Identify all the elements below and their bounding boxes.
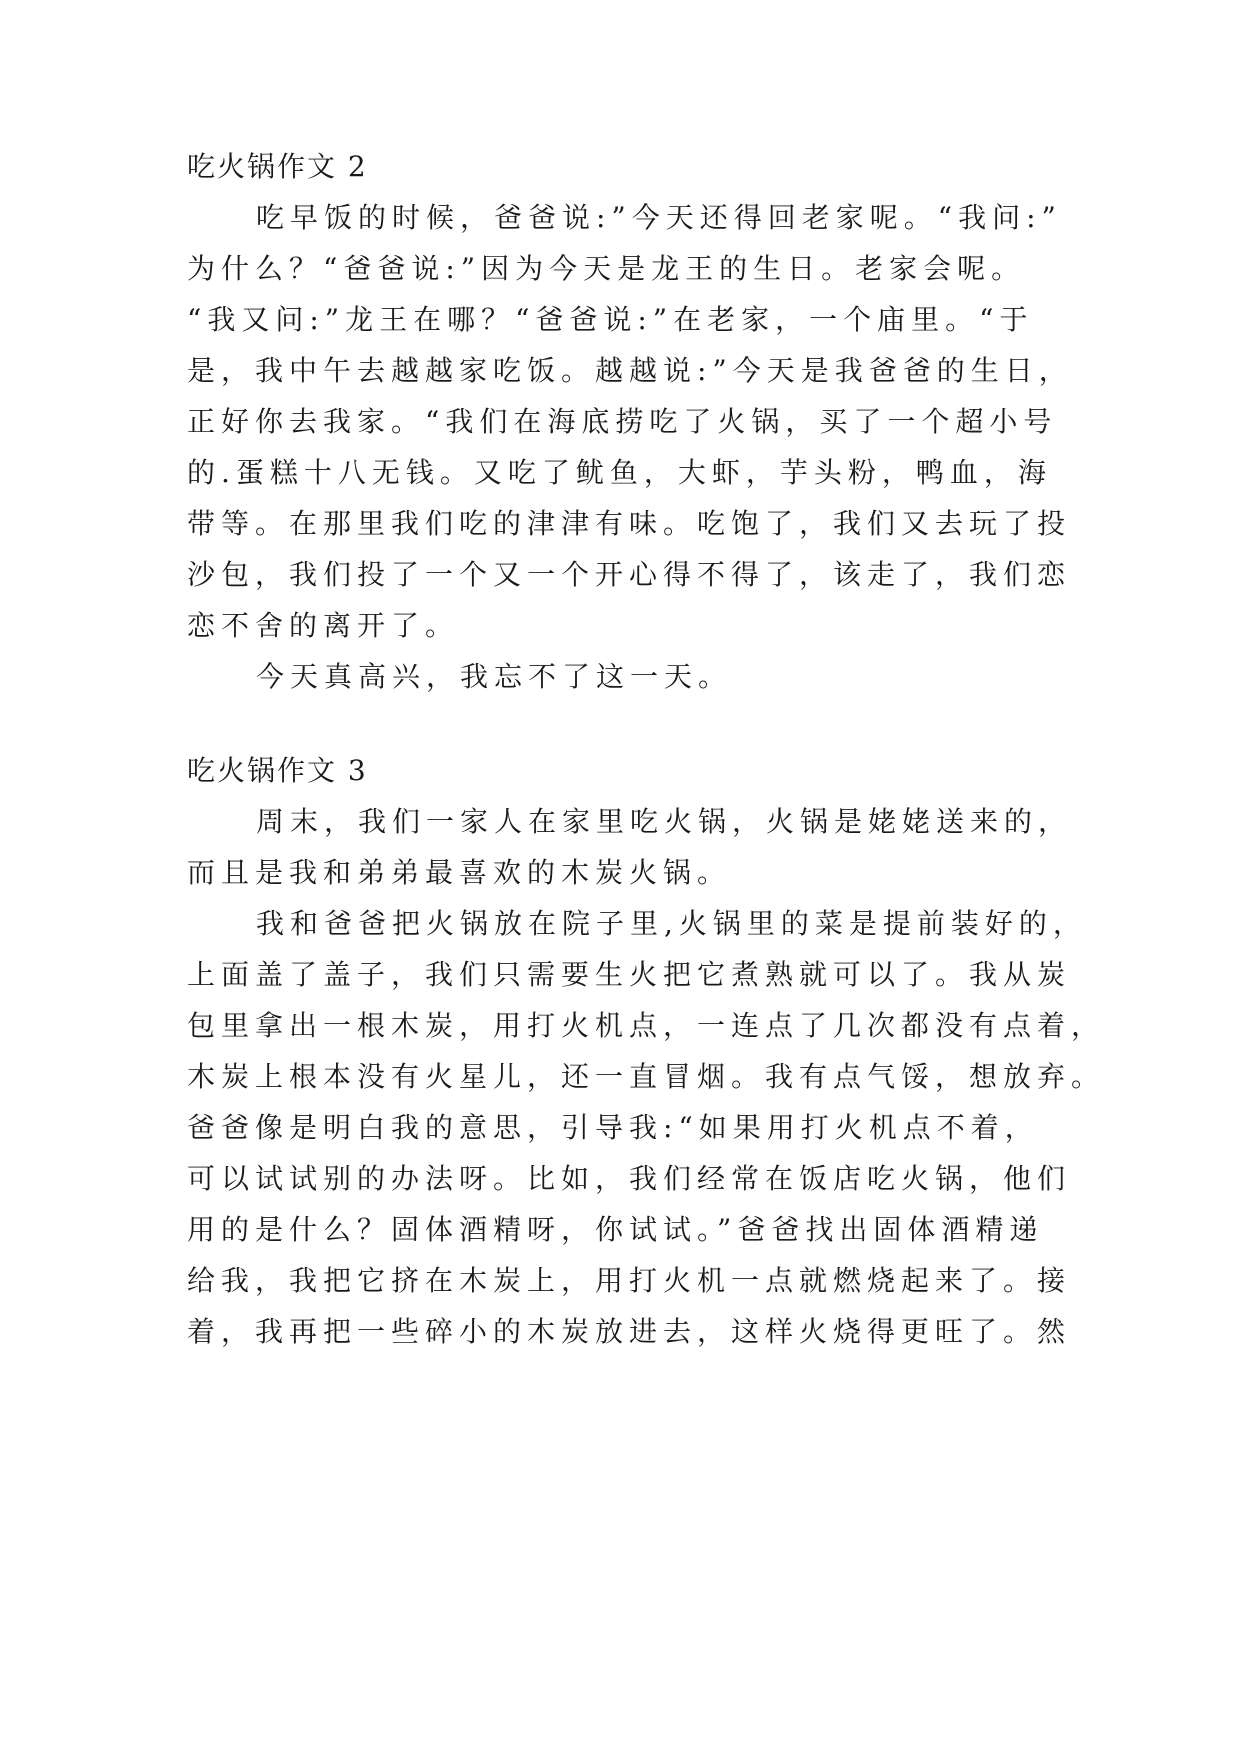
essay3-line: 用的是什么？固体酒精呀，你试试。”爸爸找出固体酒精递: [187, 1213, 1044, 1246]
essay2-line: “我又问:”龙王在哪？“爸爸说:”在老家，一个庙里。“于: [187, 303, 1034, 336]
essay3-line: 着，我再把一些碎小的木炭放进去，这样火烧得更旺了。然: [187, 1315, 1072, 1348]
essay2-line: 吃早饭的时候，爸爸说:”今天还得回老家呢。“我问:”: [256, 201, 1062, 234]
essay3-line: 我和爸爸把火锅放在院子里,火锅里的菜是提前装好的，: [256, 907, 1087, 940]
essay2-line: 是，我中午去越越家吃饭。越越说:”今天是我爸爸的生日，: [187, 354, 1073, 387]
essay2-line: 沙包，我们投了一个又一个开心得不得了，该走了，我们恋: [187, 558, 1072, 591]
essay2-line: 为什么？“爸爸说:”因为今天是龙王的生日。老家会呢。: [187, 252, 1026, 285]
essay2-title: 吃火锅作文 2: [187, 150, 368, 183]
essay3-line: 而且是我和弟弟最喜欢的木炭火锅。: [187, 856, 732, 889]
essay2-line: 带等。在那里我们吃的津津有味。吃饱了，我们又去玩了投: [187, 507, 1072, 540]
essay2-line: 的.蛋糕十八无钱。又吃了鱿鱼，大虾，芋头粉，鸭血，海: [187, 456, 1052, 489]
essay3-line: 可以试试别的办法呀。比如，我们经常在饭店吃火锅，他们: [187, 1162, 1072, 1195]
essay2-line: 正好你去我家。“我们在海底捞吃了火锅，买了一个超小号: [187, 405, 1058, 438]
essay3-line: 周末，我们一家人在家里吃火锅，火锅是姥姥送来的，: [256, 805, 1073, 838]
essay3-line: 爸爸像是明白我的意思，引导我:“如果用打火机点不着，: [187, 1111, 1039, 1144]
essay3-line: 包里拿出一根木炭，用打火机点，一连点了几次都没有点着，: [187, 1009, 1106, 1042]
essay2-line: 今天真高兴，我忘不了这一天。: [256, 660, 733, 693]
essay3-line: 木炭上根本没有火星儿，还一直冒烟。我有点气馁，想放弃。: [187, 1060, 1106, 1093]
essay3-line: 上面盖了盖子，我们只需要生火把它煮熟就可以了。我从炭: [187, 958, 1072, 991]
essay3-title: 吃火锅作文 3: [187, 754, 368, 787]
essay3-line: 给我，我把它挤在木炭上，用打火机一点就燃烧起来了。接: [187, 1264, 1072, 1297]
essay2-line: 恋不舍的离开了。: [187, 609, 460, 642]
